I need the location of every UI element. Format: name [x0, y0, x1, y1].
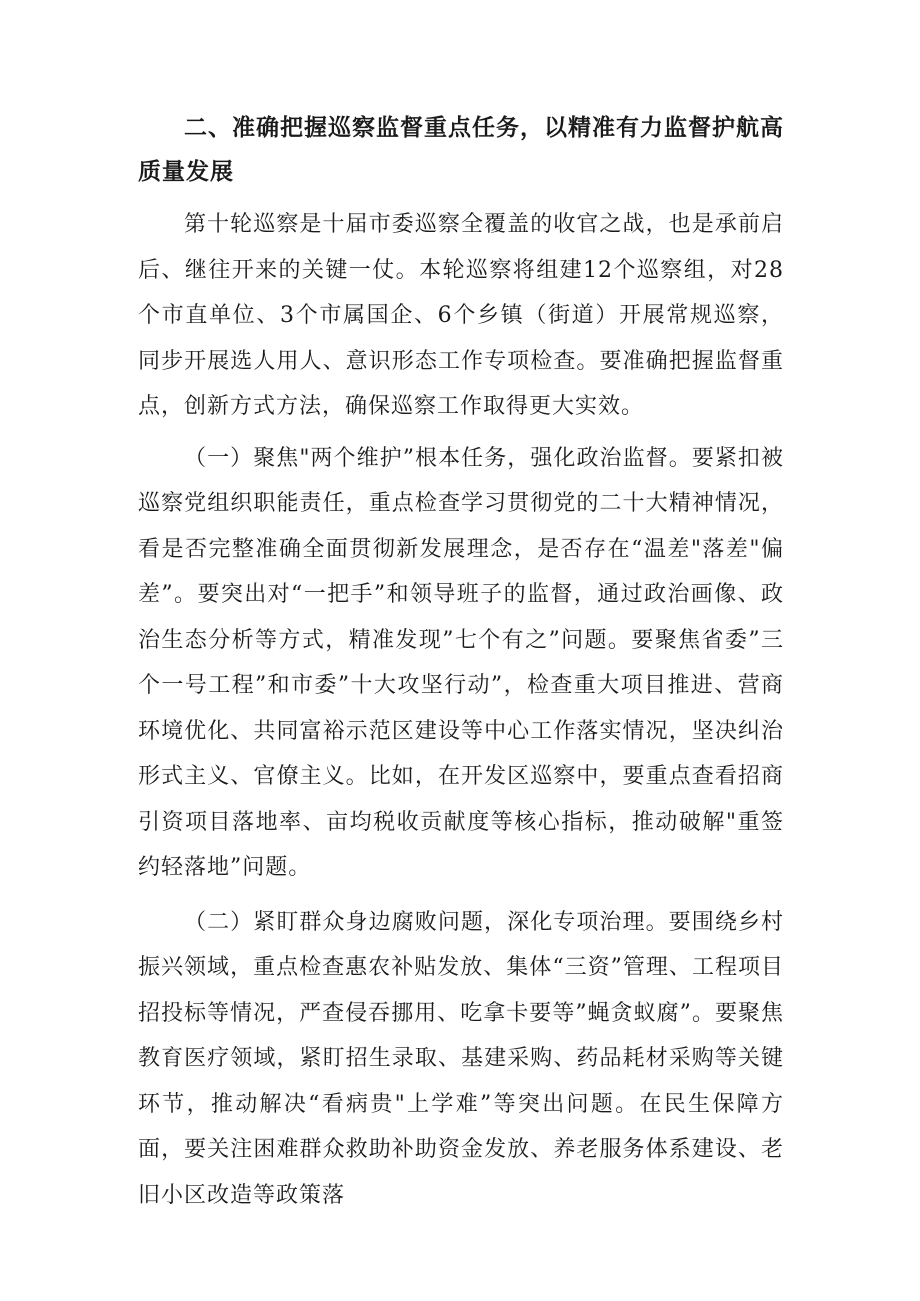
paragraph-political-supervision: （一）聚焦"两个维护”根本任务，强化政治监督。要紧扣被巡察党组织职能责任，重点检查学习贯彻党的二十大精神情况，看是否完整准确全面贯彻新发展理念，是否存在“温差"落差"偏差”。要突出对“一把手”和领导班子的监督，通过政治画像、政治生态分析等方式，精准发现”七个有之”问题。要聚焦省委”三个一号工程”和市委”十大攻坚行动”，检查重大项目推进、营商环境优化、共同富裕示范区建设等中心工作落实情况，坚决纠治形式主义、官僚主义。比如，在开发区巡察中，要重点查看招商引资项目落地率、亩均税收贡献度等核心指标，推动破解"重签约轻落地”问题。	[138, 445, 784, 880]
document-body	[138, 106, 784, 1218]
paragraph-special-governance: （二）紧盯群众身边腐败问题，深化专项治理。要围绕乡村振兴领域，重点检查惠农补贴发放、集体“三资”管理、工程项目招投标等情况，严查侵吞挪用、吃拿卡要等”蝇贪蚁腐”。要聚焦教育医疗领域，紧盯招生录取、基建采购、药品耗材采购等关键环节，推动解决“看病贵"上学难”等突出问题。在民生保障方面，要关注困难群众救助补助资金发放、养老服务体系建设、老旧小区改造等政策落	[138, 909, 784, 1208]
paragraph-intro: 第十轮巡察是十届市委巡察全覆盖的收官之战，也是承前启后、继往开来的关键一仗。本轮巡察将组建12个巡察组，对28个市直单位、3个市属国企、6个乡镇（街道）开展常规巡察，同步开展选人用人、意识形态工作专项检查。要准确把握监督重点，创新方式方法，确保巡察工作取得更大实效。	[138, 212, 784, 419]
section-heading: 二、准确把握巡察监督重点任务，以精准有力监督护航高质量发展	[138, 114, 784, 185]
